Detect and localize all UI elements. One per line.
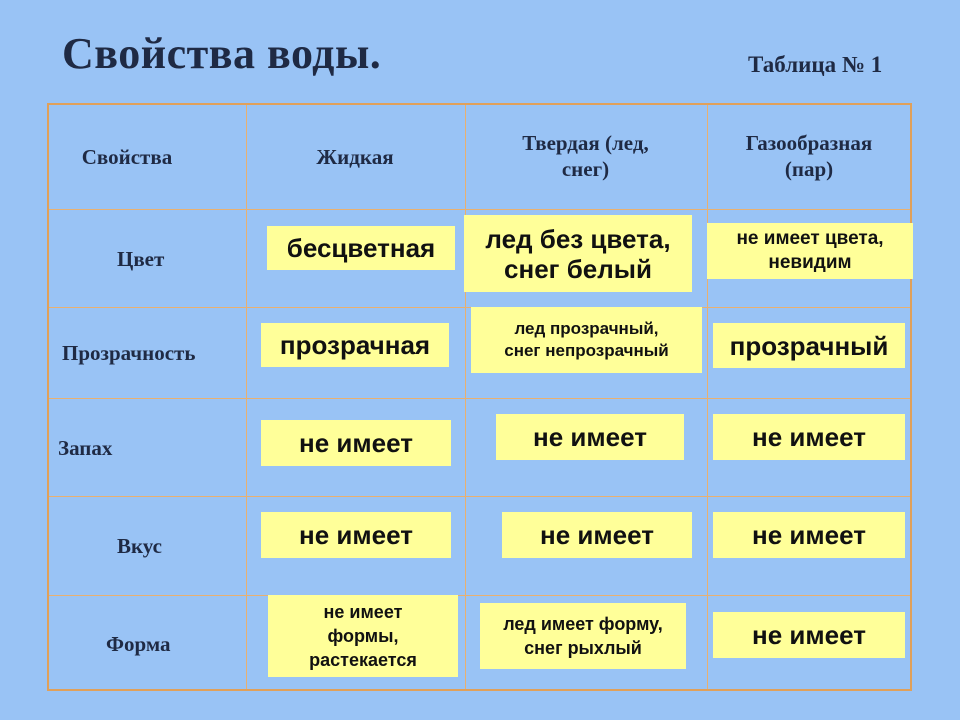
- row-divider: [49, 209, 910, 210]
- row-divider: [49, 595, 910, 596]
- cell-shape-solid: лед имеет форму, снег рыхлый: [480, 603, 686, 669]
- column-divider: [707, 105, 708, 689]
- cell-transparency-liquid: прозрачная: [261, 323, 449, 367]
- row-label-taste: Вкус: [117, 534, 162, 558]
- cell-transparency-solid: лед прозрачный, снег непрозрачный: [471, 307, 702, 373]
- header-solid: Твердая (лед, снег): [522, 131, 649, 181]
- cell-transparency-gas: прозрачный: [713, 323, 905, 368]
- cell-color-gas: не имеет цвета, невидим: [707, 223, 913, 279]
- column-divider: [465, 105, 466, 689]
- cell-taste-gas: не имеет: [713, 512, 905, 558]
- cell-shape-gas: не имеет: [713, 612, 905, 658]
- cell-smell-liquid: не имеет: [261, 420, 451, 466]
- cell-taste-solid: не имеет: [502, 512, 692, 558]
- cell-smell-gas: не имеет: [713, 414, 905, 460]
- row-label-color: Цвет: [117, 247, 165, 271]
- table-number: Таблица № 1: [748, 52, 883, 77]
- row-label-transparency: Прозрачность: [62, 341, 196, 365]
- cell-shape-liquid: не имеет формы, растекается: [268, 595, 458, 677]
- cell-taste-liquid: не имеет: [261, 512, 451, 558]
- row-divider: [49, 496, 910, 497]
- row-label-shape: Форма: [106, 632, 171, 656]
- row-label-smell: Запах: [58, 436, 113, 460]
- cell-smell-solid: не имеет: [496, 414, 684, 460]
- header-gas: Газообразная (пар): [745, 131, 873, 181]
- row-divider: [49, 398, 910, 399]
- header-properties: Свойства: [81, 145, 173, 169]
- cell-color-solid: лед без цвета, снег белый: [464, 215, 692, 292]
- cell-color-liquid: бесцветная: [267, 226, 455, 270]
- page-title: Свойства воды.: [62, 29, 382, 78]
- header-liquid: Жидкая: [316, 145, 394, 169]
- column-divider: [246, 105, 247, 689]
